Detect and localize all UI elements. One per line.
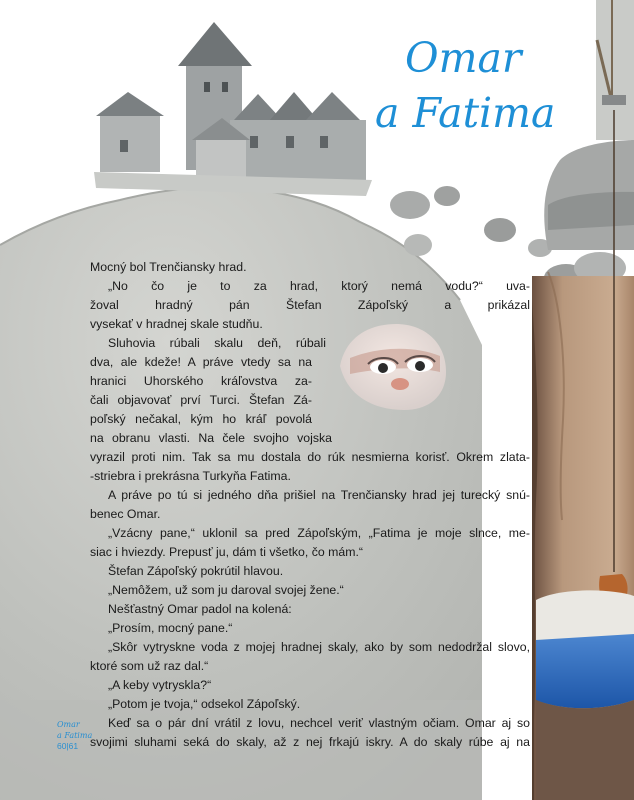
story-line: „Potom je tvoja,“ odsekol Zápoľský.: [108, 697, 301, 711]
footer-running-title: a Fatima: [57, 731, 93, 740]
story-line: „Nemôžem, už som ju daroval svojej žene.“: [108, 583, 344, 597]
story-line: Keď sa o pár dní vrátil z lovu, nechcel veriť vlastným očiam. Omar aj so: [108, 716, 530, 730]
story-line: svojimi sluhami seká do skaly, až z nej frkajú iskry. A do skaly rúbe aj na: [90, 735, 530, 749]
story-line: vysekať v hradnej skale studňu.: [90, 317, 263, 331]
story-title-line-1: Omar: [405, 34, 522, 82]
footer-running-title: Omar: [57, 720, 80, 729]
story-line: ktoré som už raz dal.“: [90, 659, 209, 673]
story-line: siac i hviezdy. Prepusť ju, dám ti všetko, čo mám.“: [90, 545, 363, 559]
story-line: A práve po tú si jedného dňa prišiel na Trenčiansky hrad jej turecký snú-: [108, 488, 530, 502]
story-line: „Vzácny pane,“ uklonil sa pred Zápoľským, „Fatima je moje slnce, me-: [108, 526, 530, 540]
castle: [94, 22, 372, 196]
story-line: vyrazil proti nim. Tak sa mu dostala do rúk nesmierna korisť. Okrem zlata-: [90, 450, 530, 464]
story-line: dva, ale kdeže! A práve vtedy sa na: [90, 355, 312, 369]
story-text: [90, 258, 530, 752]
page-footer: [57, 719, 92, 752]
story-title-line-2: a Fatima: [375, 89, 556, 137]
story-line: -striebra i prekrásna Turkyňa Fatima.: [90, 469, 291, 483]
story-line: poľský nečakal, kým ho kráľ povolá: [90, 412, 312, 426]
story-line: Sluhovia rúbali skalu deň, rúbali: [108, 336, 326, 350]
story-line: na obranu vlasti. Na čele svojho vojska: [90, 431, 332, 445]
story-line: čali objavovať prví Turci. Štefan Zá-: [90, 393, 312, 407]
story-line: „Prosím, mocný pane.“: [108, 621, 233, 635]
story-line: hranici Uhorského kráľovstva za-: [90, 374, 312, 388]
story-line: „Skôr vytryskne voda z mojej hradnej skaly, ako by som nedodržal slovo,: [108, 640, 530, 654]
story-line: benec Omar.: [90, 507, 161, 521]
story-line: „No čo je to za hrad, ktorý nemá vodu?“ uva-: [108, 279, 530, 293]
story-line: Mocný bol Trenčiansky hrad.: [90, 260, 247, 274]
page-numbers: 60|61: [57, 741, 79, 751]
floating-stones: [390, 186, 552, 257]
story-line: žoval hradný pán Štefan Zápoľský a prikázal: [90, 298, 530, 312]
story-line: Štefan Zápoľský pokrútil hlavou.: [108, 564, 284, 578]
story-line: „A keby vytryskla?“: [108, 678, 212, 692]
story-line: Nešťastný Omar padol na kolená:: [108, 602, 292, 616]
